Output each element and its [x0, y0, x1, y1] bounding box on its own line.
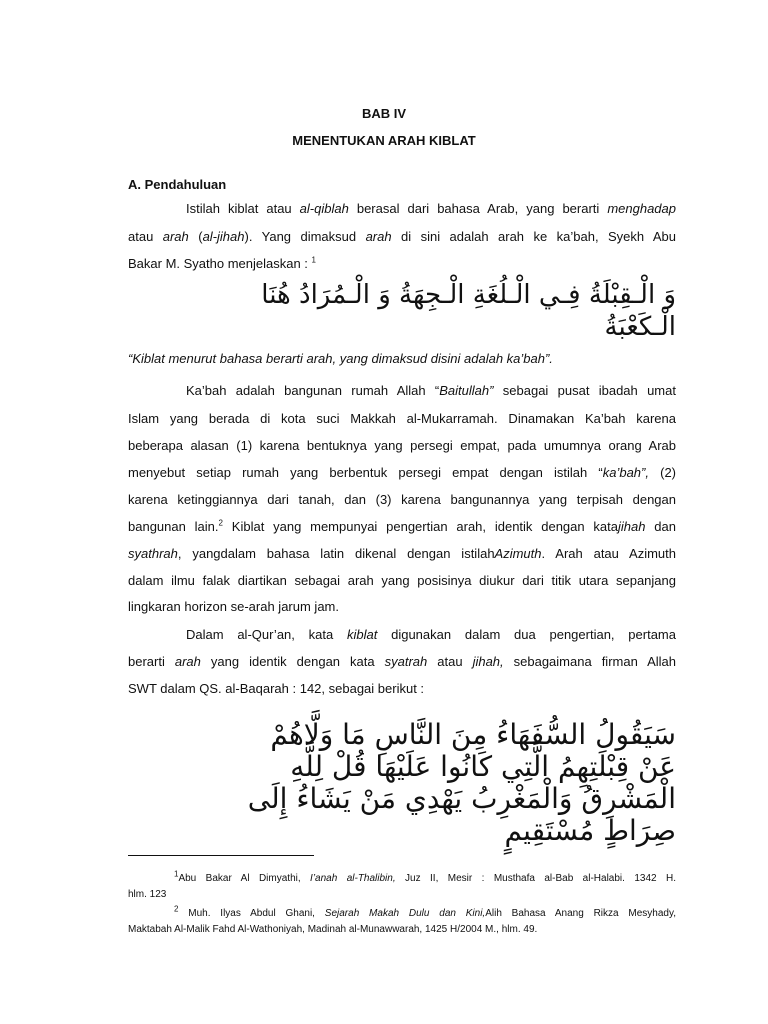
- chapter-title: MENENTUKAN ARAH KIBLAT: [292, 133, 476, 148]
- footnote-2-line2: Maktabah Al-Malik Fahd Al-Wathoniyah, Madinah al-Munawwarah, 1425 H/2004 M., hlm. 49.: [128, 924, 538, 935]
- para1-line1: Istilah kiblat atau al-qiblah berasal dari bahasa Arab, yang berarti menghadap: [186, 201, 676, 216]
- quote-translation: “Kiblat menurut bahasa berarti arah, yang dimaksud disini adalah ka’bah”.: [128, 351, 553, 366]
- para2-line9: lingkaran horizon se-arah jarum jam.: [128, 599, 339, 614]
- para3-line1: Dalam al-Qur’an, kata kiblat digunakan dalam dua pengertian, pertama: [186, 627, 676, 642]
- arabic-quote1-line2: الْـكَعْبَةُ: [604, 312, 676, 342]
- arabic-verse-line4: صِرَاطٍ مُسْتَقِيمٍ: [504, 814, 676, 847]
- para2-line8: dalam ilmu falak diartikan sebagai arah yang posisinya diukur dari titik utara sepanjang: [128, 573, 676, 588]
- para2-line5: karena ketinggiannya dari tanah, dan (3) karena bangunannya yang terpisah dengan: [128, 492, 676, 507]
- footnote-divider: [128, 855, 314, 856]
- arabic-verse-line3: الْمَشْرِقُ وَالْمَغْرِبُ يَهْدِي مَنْ يَشَاءُ إِلَى: [247, 782, 676, 815]
- para1-line3: Bakar M. Syatho menjelaskan : $^1$: [128, 255, 316, 271]
- arabic-verse-line2: عَنْ قِبْلَتِهِمُ الَّتِي كَانُوا عَلَيْهَا قُلْ لِلَّهِ: [290, 750, 676, 783]
- para2-line3: beberapa alasan (1) karena bentuknya yang persegi empat, pada umumnya orang Arab: [128, 438, 676, 453]
- footnote-1-line1: $^1$Abu Bakar Al Dimyathi, I’anah al-Thalibin, Juz II, Mesir : Musthafa al-Bab al-Halabi. 1342 H.: [174, 869, 676, 884]
- chapter-number: BAB IV: [361, 106, 407, 121]
- para2-line7: syathrah, yangdalam bahasa latin dikenal dengan istilahAzimuth. Arah atau Azimuth: [128, 546, 676, 561]
- para1-line2: atau arah (al-jihah). Yang dimaksud arah di sini adalah arah ke ka’bah, Syekh Abu: [128, 229, 676, 244]
- footnote-1-line2: hlm. 123: [128, 889, 167, 900]
- para3-line2: berarti arah yang identik dengan kata syatrah atau jihah, sebagaimana firman Allah: [128, 654, 677, 669]
- footnote-ref-1[interactable]: 1: [311, 255, 316, 265]
- arabic-verse-line1: سَيَقُولُ السُّفَهَاءُ مِنَ النَّاسِ مَا وَلَّاهُمْ: [270, 718, 676, 751]
- para2-line2: Islam yang berada di kota suci Makkah al-Mukarramah. Dinamakan Ka’bah karena: [128, 411, 676, 426]
- para2-line1: Ka’bah adalah bangunan rumah Allah “Baitullah” sebagai pusat ibadah umat: [186, 383, 676, 398]
- para3-line3: SWT dalam QS. al-Baqarah : 142, sebagai berikut :: [128, 681, 425, 696]
- para2-line4: menyebut setiap rumah yang berbentuk persegi empat dengan istilah “ka’bah”, (2): [128, 465, 677, 480]
- footnote-ref-2[interactable]: 2: [218, 518, 223, 528]
- arabic-quote1-line1: وَ الْـقِبْلَةُ فِـي الْـلُغَةِ الْـجِهَةُ وَ الْـمُرَادُ هُنَا: [261, 280, 676, 310]
- footnote-2-line1: $^2$ Muh. Ilyas Abdul Ghani, Sejarah Makah Dulu dan Kini,Alih Bahasa Anang Rikza Mesyhady,: [174, 904, 677, 919]
- section-heading: A. Pendahuluan: [128, 177, 227, 192]
- para2-line6: bangunan lain.$^2$ Kiblat yang mempunyai pengertian arah, identik dengan katajihah dan: [128, 518, 676, 534]
